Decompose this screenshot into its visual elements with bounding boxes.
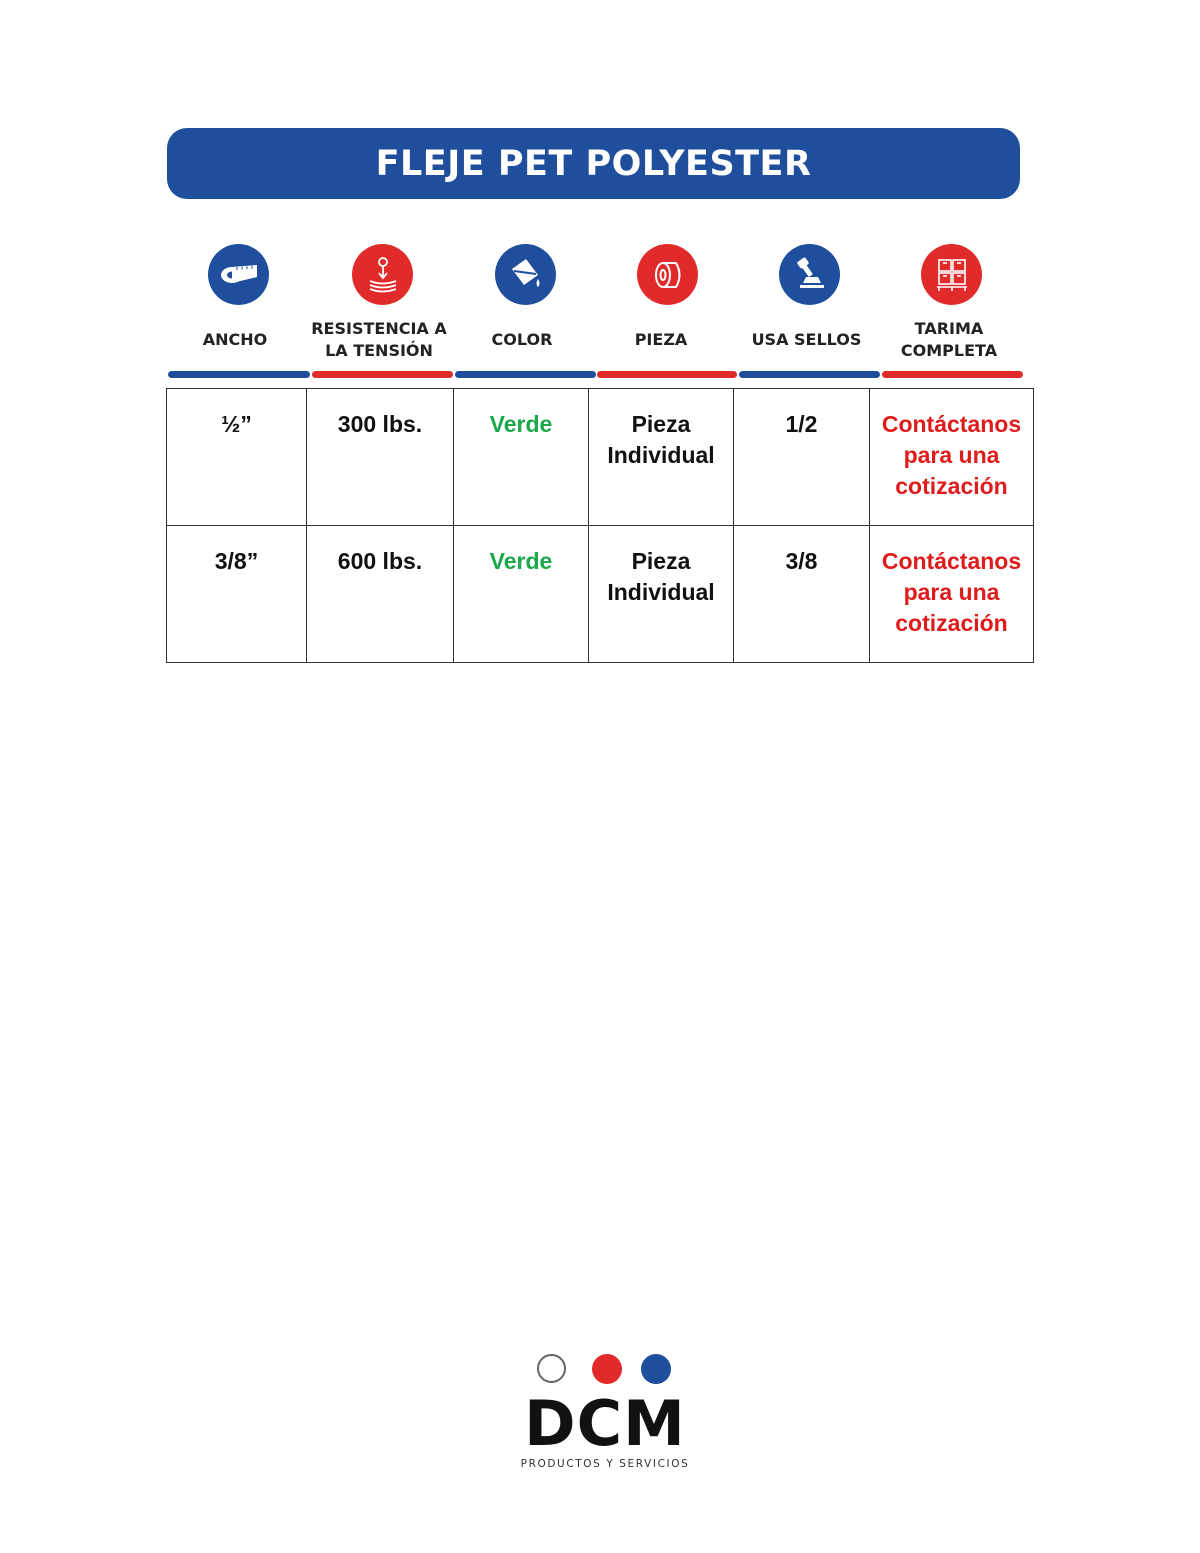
header-tarima-label: TARIMA COMPLETA: [900, 319, 998, 360]
dcm-logo: [520, 1350, 690, 1480]
cell-sellos: 1/2: [734, 389, 870, 526]
paint-bucket-icon: [495, 244, 556, 305]
cell-ancho: ½”: [167, 389, 307, 526]
cell-ancho: 3/8”: [167, 526, 307, 663]
cell-tarima-contact: Contáctanos para una cotización: [870, 526, 1034, 663]
cell-resistencia: 300 lbs.: [307, 389, 454, 526]
logo-dot-red: [592, 1354, 622, 1384]
stripe-ancho: [168, 371, 310, 378]
cell-resistencia: 600 lbs.: [307, 526, 454, 663]
header-sellos: [735, 310, 878, 370]
page-title: FLEJE PET POLYESTER: [375, 143, 812, 184]
strap-roll-icon: [637, 244, 698, 305]
header-color: [454, 310, 590, 370]
stripe-sellos: [739, 371, 880, 378]
specs-table: [166, 388, 1034, 663]
logo-dots: [537, 1353, 677, 1387]
logo-dot-blue: [641, 1354, 671, 1384]
tape-measure-icon: [208, 244, 269, 305]
header-resistencia: [309, 310, 449, 370]
cell-sellos: 3/8: [734, 526, 870, 663]
table-row: [167, 389, 1034, 526]
stripe-resistencia: [312, 371, 453, 378]
header-sellos-label: USA SELLOS: [751, 330, 862, 349]
header-color-label: COLOR: [491, 330, 553, 349]
header-pieza: [592, 310, 730, 370]
header-tarima: [880, 310, 1018, 370]
stripe-color: [455, 371, 596, 378]
header-pieza-label: PIEZA: [634, 330, 688, 349]
cell-pieza: Pieza Individual: [589, 389, 734, 526]
stripe-pieza: [597, 371, 737, 378]
logo-dot-white: [537, 1354, 566, 1383]
title-bar: [167, 128, 1020, 199]
cell-tarima-contact: Contáctanos para una cotización: [870, 389, 1034, 526]
stamp-seal-icon: [779, 244, 840, 305]
logo-subtitle: PRODUCTOS Y SERVICIOS: [520, 1458, 690, 1470]
header-ancho-label: ANCHO: [202, 330, 268, 349]
cell-pieza: Pieza Individual: [589, 526, 734, 663]
stripe-tarima: [882, 371, 1023, 378]
header-ancho: [168, 310, 302, 370]
tension-weight-icon: [352, 244, 413, 305]
cell-color: Verde: [454, 389, 589, 526]
logo-wordmark: DCM: [524, 1387, 686, 1460]
cell-color: Verde: [454, 526, 589, 663]
pallet-boxes-icon: [921, 244, 982, 305]
header-resistencia-label: RESISTENCIA A LA TENSIÓN: [311, 319, 447, 360]
table-row: [167, 526, 1034, 663]
